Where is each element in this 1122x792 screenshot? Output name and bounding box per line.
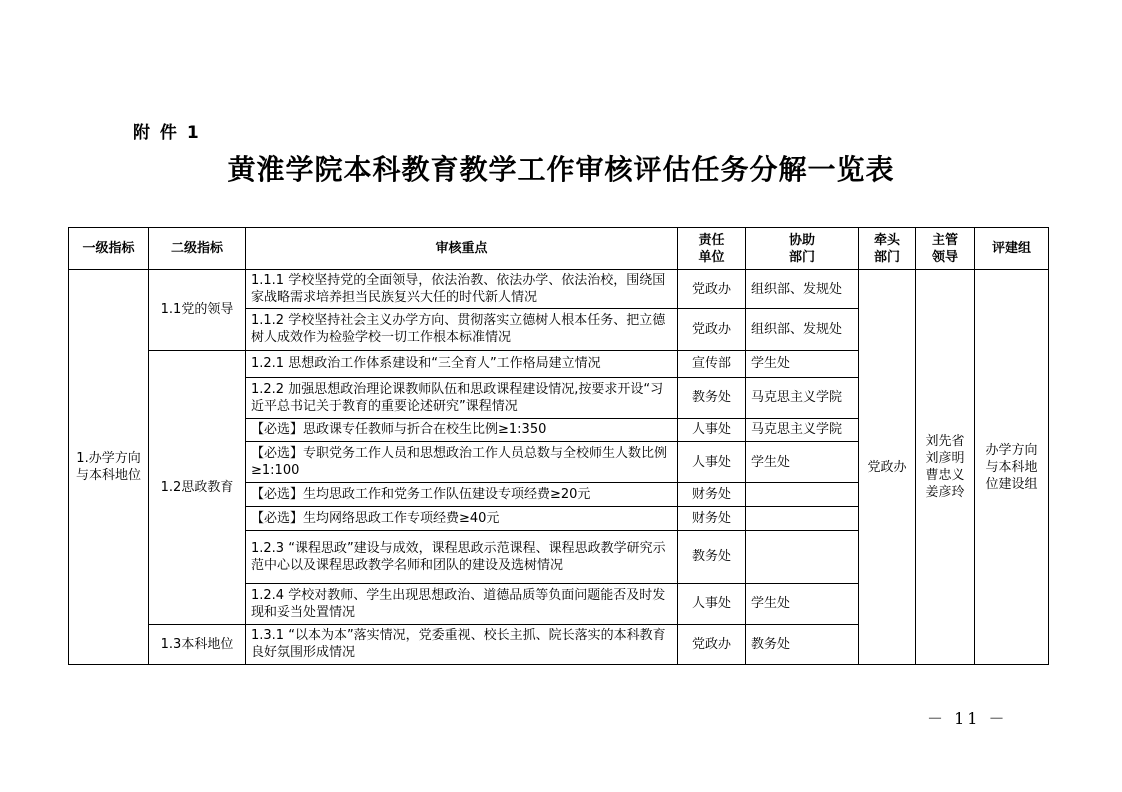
- resp-cell: 教务处: [678, 377, 746, 418]
- header-leader: 主管 领导: [916, 228, 975, 270]
- header-lead-dept: 牵头 部门: [859, 228, 916, 270]
- resp-cell: 人事处: [678, 583, 746, 624]
- assist-cell: 学生处: [746, 350, 859, 377]
- resp-cell: 宣传部: [678, 350, 746, 377]
- header-focus: 审核重点: [246, 228, 678, 270]
- level1-cell: 1.办学方向与本科地位: [69, 270, 149, 665]
- assist-cell: [746, 531, 859, 583]
- header-level1: 一级指标: [69, 228, 149, 270]
- resp-cell: 党政办: [678, 624, 746, 664]
- header-assist: 协助 部门: [746, 228, 859, 270]
- assist-cell: 组织部、发规处: [746, 270, 859, 309]
- resp-cell: 党政办: [678, 309, 746, 350]
- page-number: － 11 －: [927, 709, 1008, 728]
- leader-cell: 刘先省刘彦明曹忠义姜彦玲: [916, 270, 975, 665]
- resp-cell: 人事处: [678, 418, 746, 441]
- task-table: [68, 227, 1049, 665]
- resp-cell: 教务处: [678, 531, 746, 583]
- focus-cell: 1.2.4 学校对教师、学生出现思想政治、道德品质等负面问题能否及时发现和妥当处置情况: [246, 583, 678, 624]
- table-row: [69, 270, 1049, 309]
- header-responsible: 责任 单位: [678, 228, 746, 270]
- level2-ideology: 1.2思政教育: [149, 350, 246, 624]
- assist-cell: 组织部、发规处: [746, 309, 859, 350]
- assist-cell: 教务处: [746, 624, 859, 664]
- level2-undergrad: 1.3本科地位: [149, 624, 246, 664]
- focus-cell: 1.1.1 学校坚持党的全面领导，依法治教、依法办学、依法治校，围绕国家战略需求培养担当民族复兴大任的时代新人情况: [246, 270, 678, 309]
- lead-dept-cell: 党政办: [859, 270, 916, 665]
- assist-cell: 马克思主义学院: [746, 418, 859, 441]
- focus-cell: 【必选】专职党务工作人员和思想政治工作人员总数与全校师生人数比例≥1:100: [246, 441, 678, 482]
- resp-cell: 人事处: [678, 441, 746, 482]
- assist-cell: 学生处: [746, 441, 859, 482]
- document-title: 黄淮学院本科教育教学工作审核评估任务分解一览表: [227, 153, 895, 186]
- group-cell: 办学方向与本科地位建设组: [975, 270, 1049, 665]
- focus-cell: 1.3.1 “以本为本”落实情况，党委重视、校长主抓、院长落实的本科教育良好氛围形成情况: [246, 624, 678, 664]
- focus-cell: 1.2.1 思想政治工作体系建设和“三全育人”工作格局建立情况: [246, 350, 678, 377]
- focus-cell: 【必选】生均思政工作和党务工作队伍建设专项经费≥20元: [246, 483, 678, 507]
- header-level2: 二级指标: [149, 228, 246, 270]
- resp-cell: 财务处: [678, 507, 746, 531]
- assist-cell: 马克思主义学院: [746, 377, 859, 418]
- header-group: 评建组: [975, 228, 1049, 270]
- focus-cell: 【必选】生均网络思政工作专项经费≥40元: [246, 507, 678, 531]
- header-row: [69, 228, 1049, 270]
- focus-cell: 1.1.2 学校坚持社会主义办学方向、贯彻落实立德树人根本任务、把立德树人成效作为检验学校一切工作根本标准情况: [246, 309, 678, 350]
- assist-cell: 学生处: [746, 583, 859, 624]
- assist-cell: [746, 483, 859, 507]
- level2-party: 1.1党的领导: [149, 270, 246, 350]
- focus-cell: 【必选】思政课专任教师与折合在校生比例≥1:350: [246, 418, 678, 441]
- focus-cell: 1.2.2 加强思想政治理论课教师队伍和思政课程建设情况,按要求开设“习近平总书记关于教育的重要论述研究”课程情况: [246, 377, 678, 418]
- resp-cell: 党政办: [678, 270, 746, 309]
- assist-cell: [746, 507, 859, 531]
- resp-cell: 财务处: [678, 483, 746, 507]
- attachment-label: 附 件 1: [133, 123, 201, 143]
- focus-cell: 1.2.3 “课程思政”建设与成效，课程思政示范课程、课程思政教学研究示范中心以及课程思政教学名师和团队的建设及选树情况: [246, 531, 678, 583]
